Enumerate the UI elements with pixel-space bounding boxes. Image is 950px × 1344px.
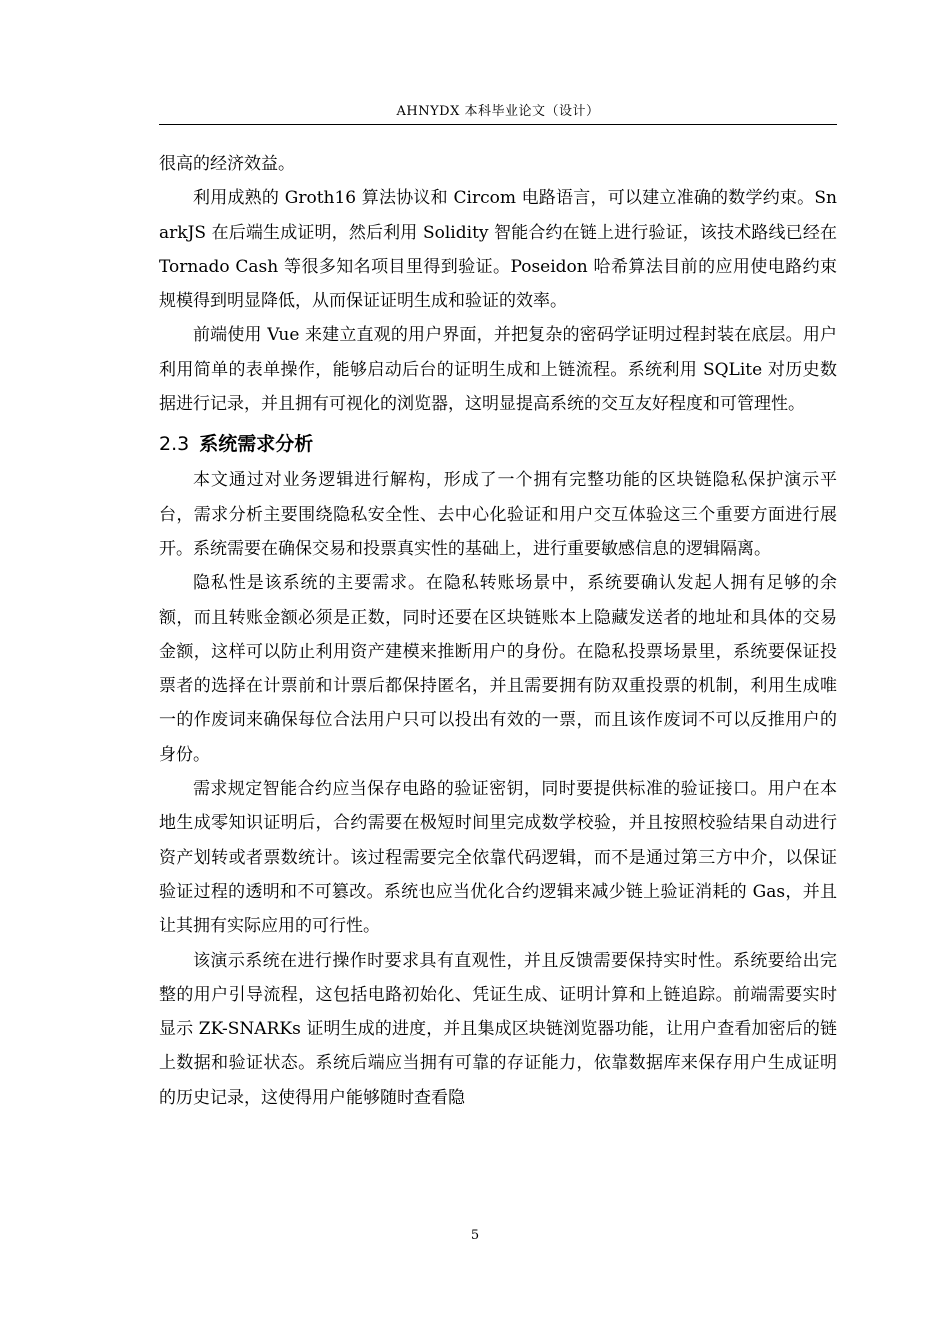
paragraph-6: 需求规定智能合约应当保存电路的验证密钥，同时要提供标准的验证接口。用户在本地生成零知识证明后，合约需要在极短时间里完成数学校验，并且按照校验结果自动进行资产划转或者票数统计。该过程需要完全依靠代码逻辑，而不是通过第三方中介，以保证验证过程的透明和不可篡改。系统也应当优化合约逻辑来减少链上验证消耗的 Gas，并且让其拥有实际应用的可行性。 xyxy=(159,779,837,937)
paragraph-4: 本文通过对业务逻辑进行解构，形成了一个拥有完整功能的区块链隐私保护演示平台，需求分析主要围绕隐私安全性、去中心化验证和用户交互体验这三个重要方面进行展开。系统需要在确保交易和投票真实性的基础上，进行重要敏感信息的逻辑隔离。 xyxy=(159,470,837,559)
page-header: AHNYDX 本科毕业论文（设计） xyxy=(396,104,600,119)
page-number: 5 xyxy=(470,1228,480,1243)
body-content xyxy=(159,147,837,1115)
paragraph-7: 该演示系统在进行操作时要求具有直观性，并且反馈需要保持实时性。系统要给出完整的用户引导流程，这包括电路初始化、凭证生成、证明计算和上链追踪。前端需要实时显示 ZK-SNARKs 证明生成的进度，并且集成区块链浏览器功能，让用户查看加密后的链上数据和验证状态。系统后端应当拥有可靠的存证能力，依靠数据库来保存用户生成证明的历史记录，这使得用户能够随时查看隐 xyxy=(159,950,837,1108)
header-rule xyxy=(159,124,837,125)
section-heading xyxy=(159,421,837,463)
paragraph-2: 利用成熟的 Groth16 算法协议和 Circom 电路语言，可以建立准确的数学约束。SnarkJS 在后端生成证明，然后利用 Solidity 智能合约在链上进行验证，该技术路线已经在 Tornado Cash 等很多知名项目里得到验证。Poseidon 哈希算法目前的应用使电路约束规模得到明显降低，从而保证证明生成和验证的效率。 xyxy=(159,188,837,312)
section-title: 系统需求分析 xyxy=(199,433,314,456)
paragraph-5: 隐私性是该系统的主要需求。在隐私转账场景中，系统要确认发起人拥有足够的余额，而且转账金额必须是正数，同时还要在区块链账本上隐藏发送者的地址和具体的交易金额，这样可以防止利用资产建模来推断用户的身份。在隐私投票场景里，系统要保证投票者的选择在计票前和计票后都保持匿名，并且需要拥有防双重投票的机制，利用生成唯一的作废词来确保每位合法用户只可以投出有效的一票，而且该作废词不可以反推用户的身份。 xyxy=(159,573,837,765)
paragraph-1: 很高的经济效益。 xyxy=(159,154,295,174)
section-number: 2.3 xyxy=(159,433,190,456)
paragraph-3: 前端使用 Vue 来建立直观的用户界面，并把复杂的密码学证明过程封装在底层。用户利用简单的表单操作，能够启动后台的证明生成和上链流程。系统利用 SQLite 对历史数据进行记录，并且拥有可视化的浏览器，这明显提高系统的交互友好程度和可管理性。 xyxy=(159,325,837,415)
